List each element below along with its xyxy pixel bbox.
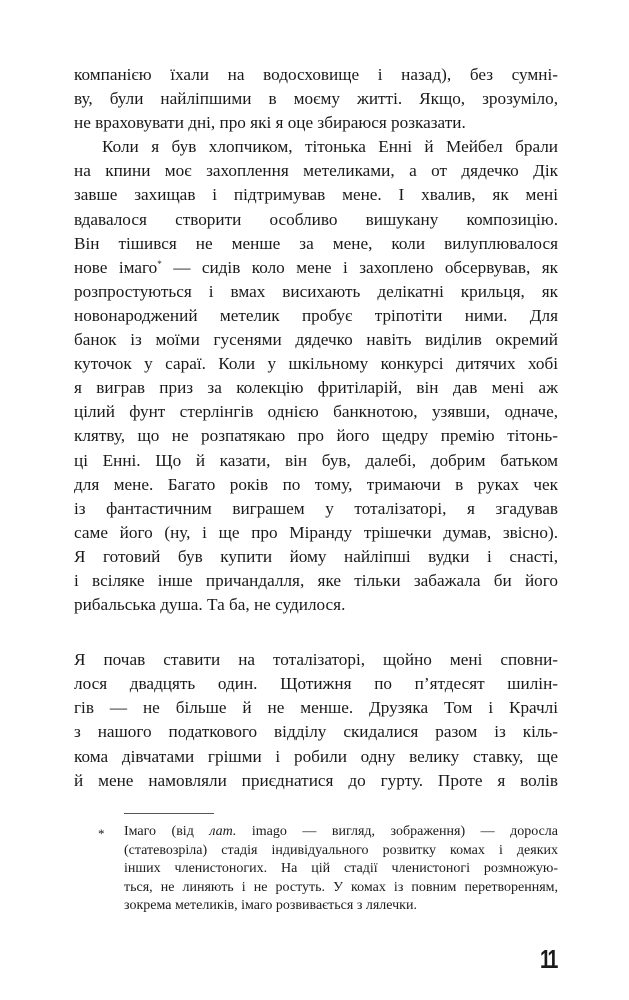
text-line: клятву, що не розпатякаю про його щедру премію тітонь-	[74, 426, 558, 446]
text-line: Коли я був хлопчиком, тітонька Енні й Мейбел брали	[102, 137, 558, 157]
footnote-line: (статевозріла) стадія індивідуального розвитку комах і деяких	[124, 842, 558, 858]
section-gap	[74, 617, 558, 648]
text-fragment: imago — вигляд, зображення) — доросла	[236, 824, 558, 839]
text-line: новонароджений метелик пробує тріпотіти ними. Для	[74, 305, 558, 325]
text-line: Я готовий був купити йому найліпші вудки і снасті,	[74, 546, 558, 566]
footnote-reference[interactable]: *	[157, 258, 162, 269]
text-fragment: — сидів коло мене і захоплено обсервував, як	[161, 257, 558, 277]
text-line: із фантастичним виграшем у тоталізаторі, я згадував	[74, 498, 558, 518]
text-line: цілий фунт стерлінгів однією банкнотою, узявши, одначе,	[74, 402, 558, 422]
body-text	[74, 63, 558, 793]
text-line: я виграв приз за колекцію фритіларій, він дав мені аж	[74, 378, 558, 398]
text-line: завше захищав і підтримував мене. І хвалив, як мені	[74, 185, 558, 205]
text-line: рибальська душа. Та ба, не судилося.	[74, 595, 346, 615]
italic-abbreviation: лат.	[209, 824, 237, 839]
page-number: 11	[540, 944, 557, 974]
text-line: Він тішився не менше за мене, коли вилуплювалося	[74, 233, 558, 253]
text-line: і всіляке інше причандалля, яке тільки забажала би його	[74, 570, 558, 590]
footnote-line: зокрема метеликів, імаго розвивається з лялечки.	[124, 898, 417, 914]
text-line	[74, 256, 558, 280]
footnote	[124, 823, 558, 916]
text-line: лося двадцять один. Щотижня по п’ятдесят шилін-	[74, 674, 558, 694]
text-line: на кпини моє захоплення метеликами, а от дядечко Дік	[74, 161, 558, 181]
text-line: ці Енні. Що й казати, він був, далебі, добрим батьком	[74, 450, 558, 470]
text-line: не враховувати дні, про які я оце збираюся розказати.	[74, 113, 466, 133]
text-line: кома дівчатами грішми і робили одну велику ставку, ще	[74, 746, 558, 766]
text-line: розпростуються і вмах висихають делікатні крильця, як	[74, 281, 558, 301]
text-line: саме його (ну, і ще про Міранду трішечки думав, звісно).	[74, 522, 558, 542]
footnote-line	[124, 823, 558, 842]
text-line: вдавалося створити особливо вишукану композицію.	[74, 209, 558, 229]
footnote-line: ться, не линяють і не ростуть. У комах із повним перетворенням,	[124, 879, 558, 895]
text-fragment: Імаго (від	[124, 824, 210, 839]
text-line: з нашого податкового відділу скидалися разом із кіль-	[74, 722, 558, 742]
imago-word: нове імаго	[74, 257, 158, 277]
paragraph-1	[74, 63, 558, 135]
footnote-marker: *	[98, 826, 105, 841]
text-line: компанією їхали на водосховище і назад), без сумні-	[74, 65, 558, 84]
paragraph-2	[74, 135, 558, 617]
text-line: для мене. Багато років по тому, тримаючи в руках чек	[74, 474, 558, 494]
text-line: Я почав ставити на тоталізаторі, щойно мені сповни-	[74, 650, 558, 670]
footnote-separator	[124, 813, 214, 814]
text-line: куточок у сараї. Коли у шкільному конкурсі дитячих хобі	[74, 354, 558, 374]
text-line: гів — не більше й не менше. Друзяка Том і Крачлі	[74, 698, 558, 718]
paragraph-3	[74, 648, 558, 793]
text-line: банок із моїми гусенями дядечко навіть виділив окремий	[74, 330, 558, 350]
footnote-line: інших членистоногих. На цій стадії членистоногі розмножую-	[124, 861, 558, 877]
text-line: й мене намовляли приєднатися до гурту. Проте я волів	[74, 770, 558, 790]
text-line: ву, були найліпшими в моєму житті. Якщо, зрозуміло,	[74, 89, 558, 109]
